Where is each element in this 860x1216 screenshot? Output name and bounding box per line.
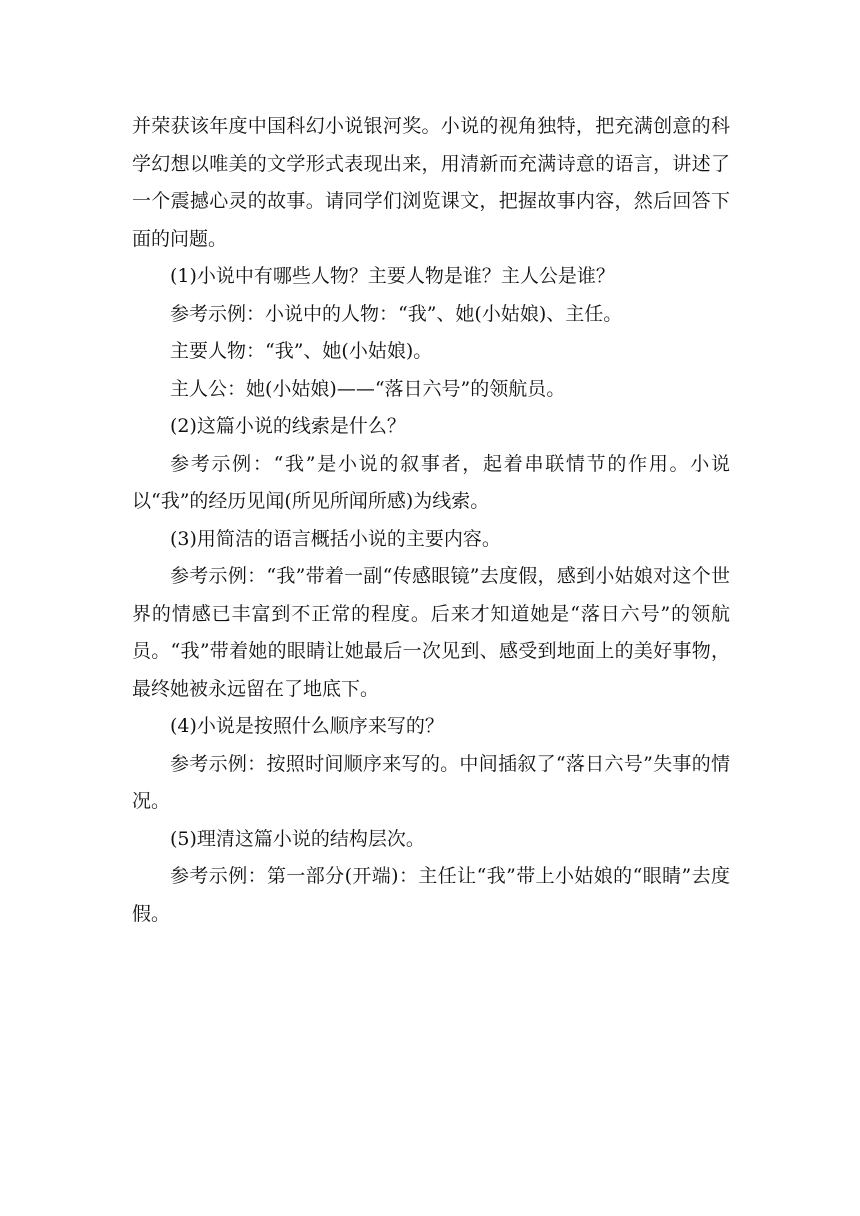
question-5: (5)理清这篇小说的结构层次。 [170,827,425,850]
question-4: (4)小说是按照什么顺序来写的？ [170,715,444,737]
document-page [132,108,730,933]
question-3: (3)用简洁的语言概括小说的主要内容。 [170,527,501,550]
intro-paragraph: 并荣获该年度中国科幻小说银河奖。小说的视角独特，把充满创意的科学幻想以唯美的文学形式表现出来，用清新而充满诗意的语言，讲述了一个震撼心灵的故事。请同学们浏览课文，把握故事内容，然后回答下面的问题。 [132,115,730,250]
answer-3: 参考示例：“我”带着一副“传感眼镜”去度假，感到小姑娘对这个世界的情感已丰富到不正常的程度。后来才知道她是“落日六号”的领航员。“我”带着她的眼睛让她最后一次见到、感受到地面上的美好事物，最终她被永远留在了地底下。 [132,565,730,700]
answer-1-characters: 参考示例：小说中的人物：“我”、她(小姑娘)、主任。 [170,302,623,325]
answer-4: 参考示例：按照时间顺序来写的。中间插叙了“落日六号”失事的情况。 [132,752,730,812]
answer-1-main-characters: 主要人物：“我”、她(小姑娘)。 [170,340,433,362]
question-1: (1)小说中有哪些人物？主要人物是谁？主人公是谁？ [170,265,615,287]
question-2: (2)这篇小说的线索是什么？ [170,415,406,437]
answer-2: 参考示例：“我”是小说的叙事者，起着串联情节的作用。小说以“我”的经历见闻(所见所闻所感)为线索。 [132,452,730,512]
answer-5: 参考示例：第一部分(开端)：主任让“我”带上小姑娘的“眼睛”去度假。 [132,865,730,925]
answer-1-protagonist: 主人公：她(小姑娘)——“落日六号”的领航员。 [170,377,566,400]
